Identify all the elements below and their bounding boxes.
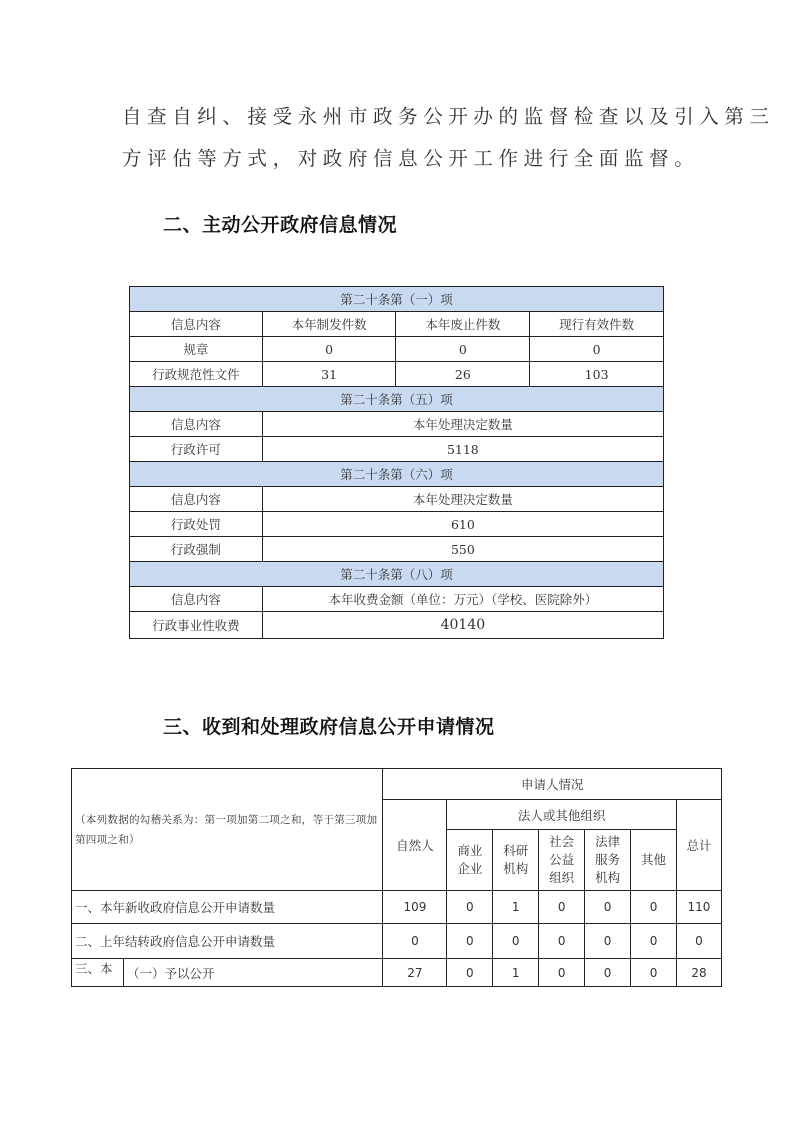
- section-row: [130, 287, 664, 312]
- section-header: 第二十条第（五）项: [130, 387, 664, 412]
- column-header: 本年制发件数: [262, 312, 396, 337]
- header-row: [130, 587, 664, 612]
- row-label: 行政规范性文件: [130, 362, 263, 387]
- cell-value: 0: [383, 924, 447, 959]
- column-header: 信息内容: [130, 412, 263, 437]
- header-row: [130, 487, 664, 512]
- cell-value: 0: [539, 959, 585, 987]
- header-row: [130, 312, 664, 337]
- row-label: 行政强制: [130, 537, 263, 562]
- table-row: [130, 512, 664, 537]
- column-header-research: 科研 机构: [493, 830, 539, 891]
- table-row: [130, 362, 664, 387]
- paragraph-line: 方评估等方式，对政府信息公开工作进行全面监督。: [122, 147, 700, 170]
- column-header-legal-service: 法律 服务 机构: [585, 830, 631, 891]
- cell-value: 0: [447, 924, 493, 959]
- cell-value: 27: [383, 959, 447, 987]
- cell-value: 0: [262, 337, 396, 362]
- section-header: 第二十条第（六）项: [130, 462, 664, 487]
- row-label: 行政处罚: [130, 512, 263, 537]
- legal-org-header: 法人或其他组织: [447, 800, 677, 830]
- column-header: 信息内容: [130, 312, 263, 337]
- requests-table-wrapper: [71, 768, 731, 987]
- cell-value: 40140: [262, 612, 663, 639]
- row-label: 行政事业性收费: [130, 612, 263, 639]
- row-label: 一、本年新收政府信息公开申请数量: [72, 891, 383, 924]
- cell-value: 0: [585, 924, 631, 959]
- cell-value: 1: [493, 959, 539, 987]
- row-label: 二、上年结转政府信息公开申请数量: [72, 924, 383, 959]
- natural-person-header: 自然人: [383, 800, 447, 891]
- cell-value: 0: [539, 891, 585, 924]
- cell-value: 0: [447, 891, 493, 924]
- column-header: 本年处理决定数量: [262, 487, 663, 512]
- section2-heading: 二、主动公开政府信息情况: [163, 214, 398, 236]
- cell-value: 0: [447, 959, 493, 987]
- applicant-header: 申请人情况: [383, 769, 722, 800]
- row-group-label: 三、本: [72, 959, 124, 987]
- table-row: [130, 337, 664, 362]
- table-row: [130, 537, 664, 562]
- cell-value: 550: [262, 537, 663, 562]
- row-label: 规章: [130, 337, 263, 362]
- requests-table: [71, 768, 722, 987]
- paragraph-line: 自查自纠、接受永州市政务公开办的监督检查以及引入第三: [122, 105, 775, 128]
- cell-value: 0: [585, 959, 631, 987]
- column-header: 本年处理决定数量: [262, 412, 663, 437]
- cell-value: 0: [493, 924, 539, 959]
- cell-value: 0: [631, 959, 677, 987]
- column-header: 信息内容: [130, 487, 263, 512]
- cell-value: 109: [383, 891, 447, 924]
- section3-heading: 三、收到和处理政府信息公开申请情况: [163, 716, 495, 738]
- column-header-other: 其他: [631, 830, 677, 891]
- cell-value: 0: [585, 891, 631, 924]
- cell-value: 610: [262, 512, 663, 537]
- cell-value: 0: [676, 924, 721, 959]
- row-label: 行政许可: [130, 437, 263, 462]
- table-row: [72, 959, 722, 987]
- cell-value: 0: [530, 337, 664, 362]
- table-note: （本列数据的勾稽关系为：第一项加第二项之和，等于第三项加第四项之和）: [72, 769, 383, 891]
- table-row: [72, 891, 722, 924]
- section-row: [130, 462, 664, 487]
- section-header: 第二十条第（一）项: [130, 287, 664, 312]
- table-row: [130, 612, 664, 639]
- cell-value: 0: [631, 891, 677, 924]
- column-header-business: 商业 企业: [447, 830, 493, 891]
- section-row: [130, 562, 664, 587]
- column-header: 信息内容: [130, 587, 263, 612]
- section-row: [130, 387, 664, 412]
- column-header: 现行有效件数: [530, 312, 664, 337]
- total-header: 总计: [676, 800, 721, 891]
- column-header-public-welfare: 社会 公益 组织: [539, 830, 585, 891]
- cell-value: 0: [396, 337, 530, 362]
- cell-value: 1: [493, 891, 539, 924]
- cell-value: 103: [530, 362, 664, 387]
- cell-value: 0: [631, 924, 677, 959]
- table-row: [130, 437, 664, 462]
- cell-value: 31: [262, 362, 396, 387]
- cell-value: 0: [539, 924, 585, 959]
- section-header: 第二十条第（八）项: [130, 562, 664, 587]
- proactive-disclosure-table: [129, 286, 664, 639]
- intro-paragraph: [122, 96, 775, 180]
- row-label: （一）予以公开: [123, 959, 383, 987]
- cell-value: 26: [396, 362, 530, 387]
- cell-value: 28: [676, 959, 721, 987]
- column-header: 本年废止件数: [396, 312, 530, 337]
- column-header: 本年收费金额（单位：万元）（学校、医院除外）: [262, 587, 663, 612]
- cell-value: 110: [676, 891, 721, 924]
- table-row: [72, 924, 722, 959]
- cell-value: 5118: [262, 437, 663, 462]
- header-row: [130, 412, 664, 437]
